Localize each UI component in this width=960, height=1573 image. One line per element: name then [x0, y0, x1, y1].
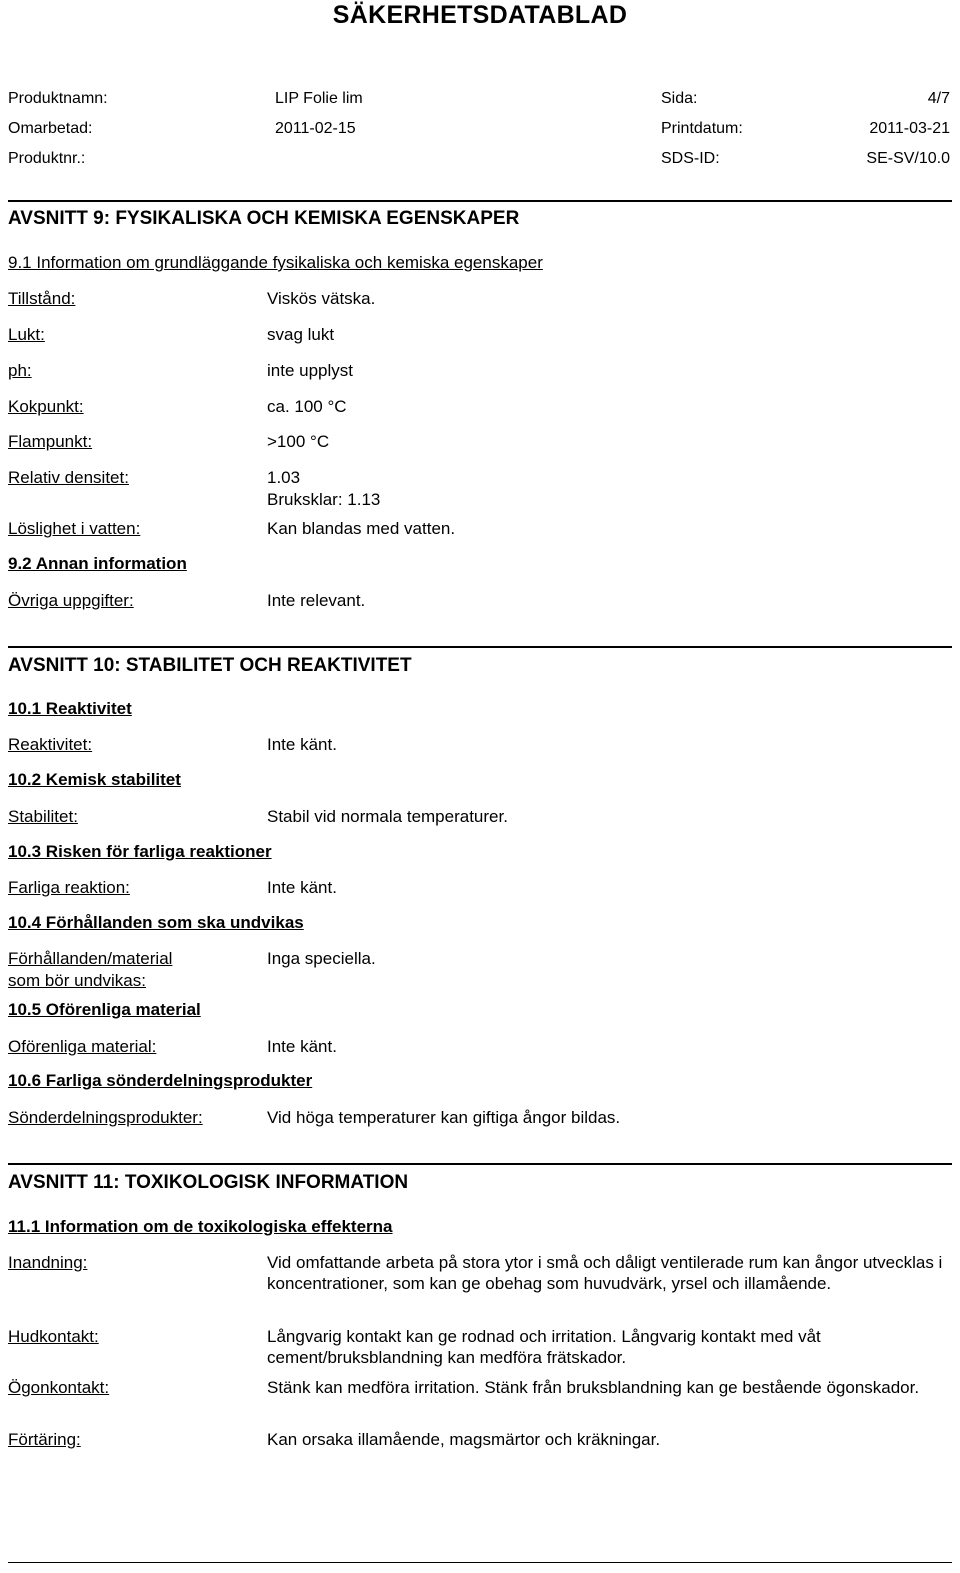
ph-label: ph: [8, 361, 32, 380]
flash-point-value: >100 °C [267, 432, 330, 451]
hazardous-reaction-label: Farliga reaktion: [8, 878, 130, 897]
section9-sub2: 9.2 Annan information [8, 554, 187, 573]
header-print-date-label: Printdatum: [661, 120, 743, 137]
decomposition-label: Sönderdelningsprodukter: [8, 1108, 203, 1127]
reactivity-label: Reaktivitet: [8, 735, 93, 754]
incompatible-value: Inte känt. [267, 1037, 337, 1056]
inhalation-label: Inandning: [8, 1253, 88, 1272]
section10-title: AVSNITT 10: STABILITET OCH REAKTIVITET [8, 655, 412, 676]
header-print-date-value: 2011-03-21 [869, 120, 950, 137]
header-product-name-label: Produktnamn: [8, 90, 108, 107]
incompatible-label: Oförenliga material: [8, 1037, 157, 1056]
eye-contact-value: Stänk kan medföra irritation. Stänk från bruksblandning kan ge bestående ögonskador. [267, 1378, 920, 1397]
section10-sub5: 10.5 Oförenliga material [8, 1000, 201, 1019]
section-divider [8, 1163, 952, 1165]
decomposition-value: Vid höga temperaturer kan giftiga ångor bildas. [267, 1108, 621, 1127]
density-label: Relativ densitet: [8, 468, 129, 487]
ph-value: inte upplyst [267, 361, 353, 380]
other-info-label: Övriga uppgifter: [8, 591, 134, 610]
state-label: Tillstånd: [8, 289, 76, 308]
header-sds-id-value: SE-SV/10.0 [866, 150, 950, 167]
section-divider [8, 646, 952, 648]
section10-sub6: 10.6 Farliga sönderdelningsprodukter [8, 1071, 313, 1090]
header-product-name-value: LIP Folie lim [275, 90, 363, 107]
conditions-value: Inga speciella. [267, 949, 376, 968]
conditions-label-line1: Förhållanden/material [8, 949, 173, 968]
section9-sub1: 9.1 Information om grundläggande fysikaliska och kemiska egenskaper [8, 253, 543, 272]
density-value: 1.03 [267, 468, 301, 487]
document-title: SÄKERHETSDATABLAD [332, 1, 628, 29]
section10-sub1: 10.1 Reaktivitet [8, 699, 132, 718]
ingestion-value: Kan orsaka illamående, magsmärtor och kräkningar. [267, 1430, 661, 1449]
header-revised-label: Omarbetad: [8, 120, 93, 137]
header-page-label: Sida: [661, 90, 698, 107]
solubility-value: Kan blandas med vatten. [267, 519, 456, 538]
flash-point-label: Flampunkt: [8, 432, 93, 451]
reactivity-value: Inte känt. [267, 735, 337, 754]
section11-title: AVSNITT 11: TOXIKOLOGISK INFORMATION [8, 1172, 409, 1193]
section10-sub3: 10.3 Risken för farliga reaktioner [8, 842, 272, 861]
header-product-no-label: Produktnr.: [8, 150, 86, 167]
section11-sub1: 11.1 Information om de toxikologiska effekterna [8, 1217, 393, 1236]
stability-value: Stabil vid normala temperaturer. [267, 807, 508, 826]
inhalation-value: Vid omfattande arbeta på stora ytor i små och dåligt ventilerade rum kan ångor utvecklas i koncentrationer, som kan ge obehag som huvudvärk, yrsel och illamående. [267, 1253, 943, 1293]
section-divider [8, 200, 952, 202]
footer-divider [8, 1562, 952, 1563]
boiling-point-value: ca. 100 °C [267, 397, 347, 416]
section9-title: AVSNITT 9: FYSIKALISKA OCH KEMISKA EGENSKAPER [8, 208, 520, 229]
header-sds-id-label: SDS-ID: [661, 150, 720, 167]
state-value: Viskös vätska. [267, 289, 376, 308]
skin-contact-value: Långvarig kontakt kan ge rodnad och irritation. Långvarig kontakt med våt cement/bruksblandning kan medföra frätskador. [267, 1327, 821, 1367]
density-value-ready-mix: Bruksklar: 1.13 [267, 490, 381, 509]
ingestion-label: Förtäring: [8, 1430, 81, 1449]
section10-sub2: 10.2 Kemisk stabilitet [8, 770, 181, 789]
section10-sub4: 10.4 Förhållanden som ska undvikas [8, 913, 304, 932]
stability-label: Stabilitet: [8, 807, 78, 826]
eye-contact-label: Ögonkontakt: [8, 1378, 110, 1397]
conditions-label-line2: som bör undvikas: [8, 971, 146, 990]
odor-value: svag lukt [267, 325, 335, 344]
header-page-value: 4/7 [927, 90, 950, 107]
skin-contact-label: Hudkontakt: [8, 1327, 99, 1346]
hazardous-reaction-value: Inte känt. [267, 878, 337, 897]
boiling-point-label: Kokpunkt: [8, 397, 84, 416]
odor-label: Lukt: [8, 325, 45, 344]
header-revised-value: 2011-02-15 [275, 120, 356, 137]
other-info-value: Inte relevant. [267, 591, 366, 610]
solubility-label: Löslighet i vatten: [8, 519, 141, 538]
